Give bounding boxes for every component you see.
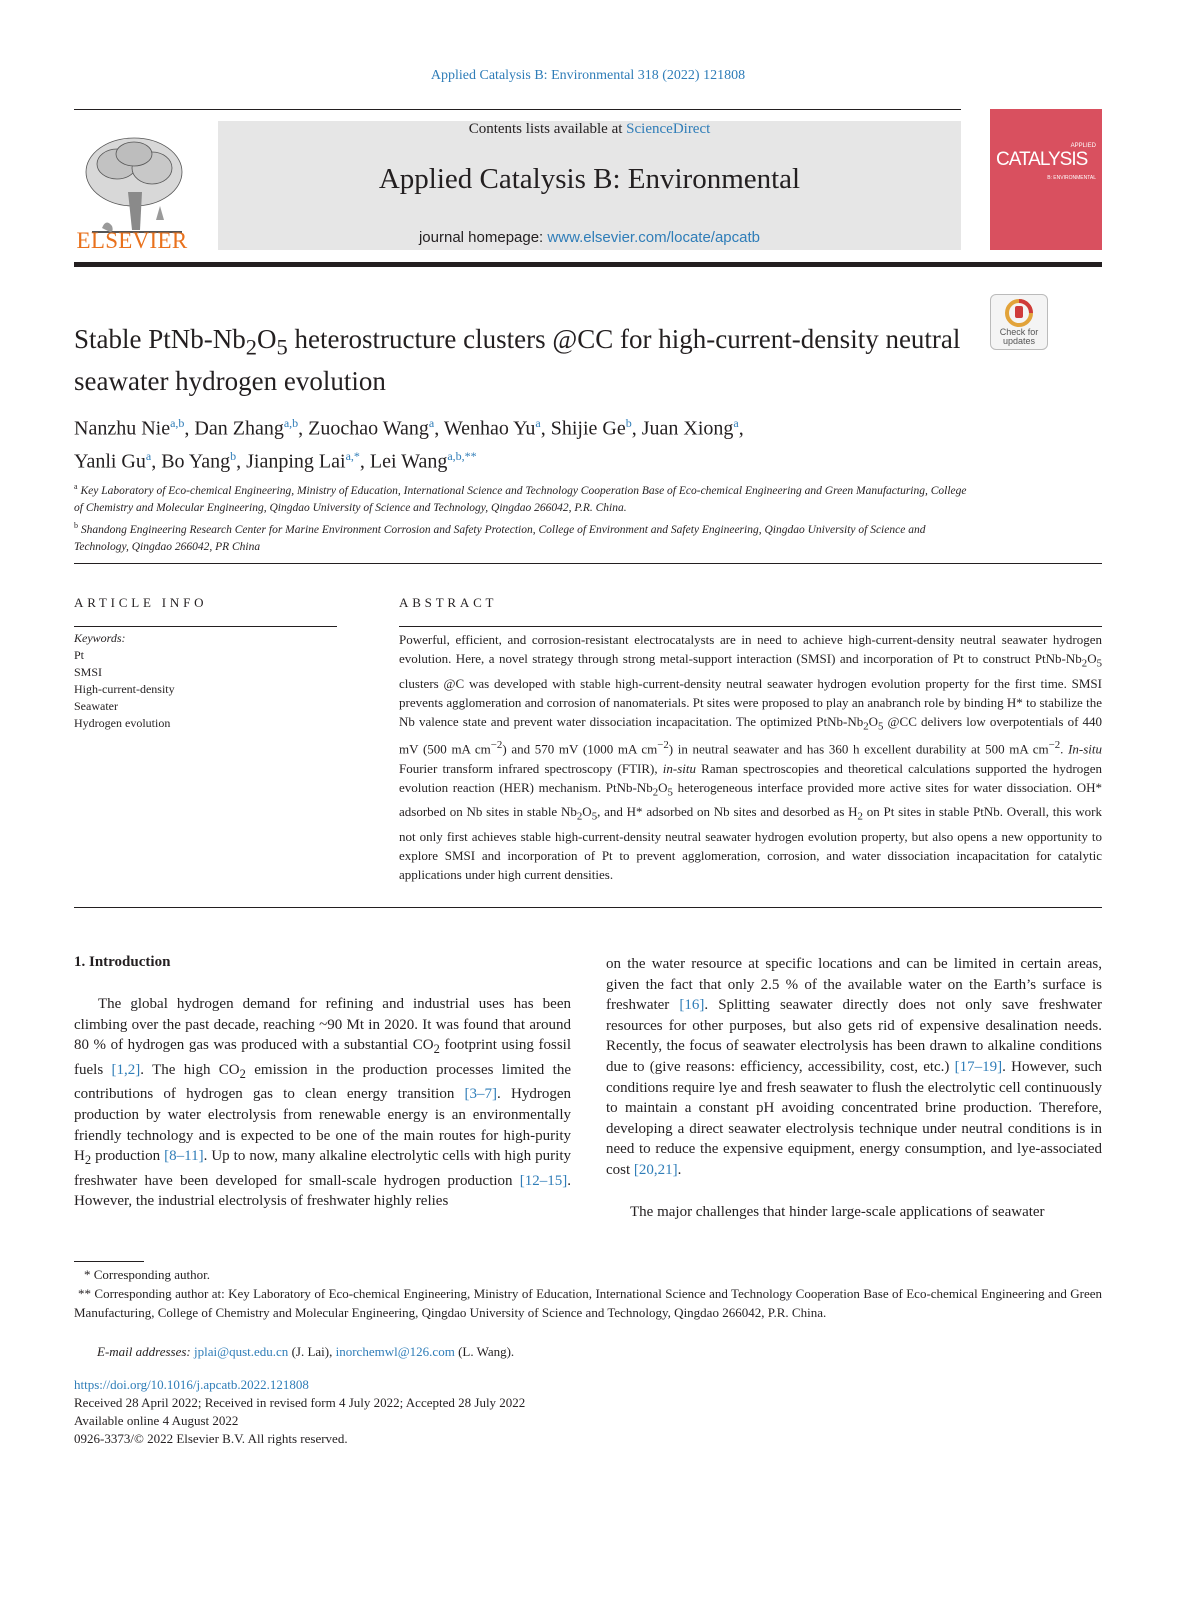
check-for-updates-badge[interactable] (990, 294, 1048, 350)
check-updates-icon (1004, 298, 1034, 328)
available-online: Available online 4 August 2022 (74, 1413, 239, 1428)
doi-link[interactable]: https://doi.org/10.1016/j.apcatb.2022.121808 (74, 1377, 309, 1392)
journal-title: Applied Catalysis B: Environmental (378, 163, 801, 195)
header-thick-rule (74, 262, 1102, 267)
journal-cover-thumbnail[interactable] (990, 109, 1102, 250)
keyword: Hydrogen evolution (74, 716, 171, 730)
keyword: Seawater (74, 699, 118, 713)
email-line (97, 1342, 514, 1361)
contents-prefix: Contents lists available at (468, 121, 627, 137)
keywords-label: Keywords: (74, 631, 126, 645)
section-rule (74, 563, 1102, 564)
footnote-corresponding: * Corresponding author. (84, 1267, 211, 1282)
journal-reference[interactable]: Applied Catalysis B: Environmental 318 (2022) 121808 (430, 68, 746, 83)
author-list: Nanzhu Nie$^{a,b}$, Dan Zhang$^{a,b}$, Zuochao Wang$^a$, Wenhao Yu$^a$, Shijie Ge$^b$, Juan Xiong$^a$, Yanli Gu$^a$, Bo Yang$^b$, Jianping Lai$^{a,*}$, Lei Wang$^{a,b,**}$ (74, 416, 744, 473)
cover-small-sub: B: ENVIRONMENTAL (1047, 175, 1096, 181)
introduction-left-column: The global hydrogen demand for refining and industrial uses has been climbing over the past decade, reaching ~90 Mt in 2020. It was found that around 80 % of hydrogen gas was produced with a substantial $CO_2$ footprint using fossil fuels [1,2]. The high $CO_2$ emission in the production processes limited the contributions of hydrogen gas to clean energy transition [3–7]. Hydrogen production by water electrolysis from renewable energy is an environmentally friendly technology and is expected to be one of the main routes for high-purity $H_2$ production [8–11]. Up to now, many alkaline electrolytic cells with high purity freshwater have been developed for small-scale hydrogen production [12–15]. However, the industrial electrolysis of freshwater highly relies (74, 996, 571, 1210)
sciencedirect-link[interactable]: ScienceDirect (626, 121, 711, 137)
abstract-body: Powerful, efficient, and corrosion-resistant electrocatalysts are in need to achieve high-current-density neutral seawater hydrogen evolution. Here, a novel strategy through strong metal-support interaction (SMSI) and incorporation of Pt to construct PtNb-$Nb_2O_5$ clusters @C was developed with stable high-current-density neutral seawater hydrogen evolution property for the first time. SMSI prevents agglomeration and corrosion of nanomaterials. Pt sites were proposed to play an anabranch role by binding H* to stabilize the Nb valence state and prevent water dissociation incapacitation. The optimized PtNb-$Nb_2O_5$ @CC delivers low overpotentials of 440 mV (500 mA $cm^{-2}$) and 570 mV (1000 mA $cm^{-2}$) in neutral seawater and has 360 h excellent durability at 500 mA $cm^{-2}$. In-situ Fourier transform infrared spectroscopy (FTIR), in-situ Raman spectroscopies and theoretical calculations supported the hydrogen evolution reaction (HER) mechanism. PtNb-$Nb_2O_5$ heterogeneous interface provided more active sites for water dissociation. OH* adsorbed on Nb sites in stable $Nb_2O_5$, and H* adsorbed on Nb sites and desorbed as $H_2$ on Pt sites in stable PtNb. Overall, this work not only first achieves stable high-current-density neutral seawater hydrogen evolution property, but also opens a new opportunity to explore SMSI and incorporation of Pt to prevent agglomeration, corrosion, and water dissociation incapacitation for catalytic applications under high current densities. (399, 632, 1103, 882)
footnote-rule (74, 1261, 144, 1262)
keyword: Pt (74, 648, 85, 662)
keyword: SMSI (74, 665, 103, 679)
keywords-block (74, 630, 175, 732)
homepage-prefix: journal homepage: (418, 229, 548, 246)
introduction-next-paragraph: The major challenges that hinder large-scale applications of seawater (630, 1204, 1045, 1220)
introduction-heading: 1. Introduction (74, 954, 171, 970)
journal-banner (218, 121, 961, 250)
email-link[interactable]: jplai@qust.edu.cn (194, 1344, 289, 1359)
article-title: Stable PtNb-$Nb_2O_5$ heterostructure clusters @CC for high-current-density neutral seawater hydrogen evolution (74, 324, 961, 397)
abstract-bottom-rule (74, 907, 1102, 908)
article-info-heading: ARTICLE INFO (74, 595, 208, 610)
cover-small-top: APPLIED (1070, 143, 1096, 149)
copyright-line: 0926-3373/© 2022 Elsevier B.V. All rights reserved. (74, 1431, 348, 1446)
email-owner: (L. Wang). (454, 1344, 515, 1359)
check-updates-label: Check for updates (999, 327, 1039, 346)
received-dates: Received 28 April 2022; Received in revised form 4 July 2022; Accepted 28 July 2022 (74, 1395, 526, 1410)
article-info-rule (74, 626, 337, 627)
homepage-line (218, 229, 961, 246)
elsevier-wordmark: ELSEVIER (76, 228, 188, 253)
top-rule (74, 109, 961, 110)
abstract-heading: ABSTRACT (399, 595, 498, 610)
cover-title: CATALYSIS (996, 149, 1088, 170)
email-label: E-mail addresses: (97, 1344, 191, 1359)
email-owner: (J. Lai), (288, 1344, 336, 1359)
homepage-link[interactable]: www.elsevier.com/locate/apcatb (547, 229, 761, 246)
keyword: High-current-density (74, 682, 175, 696)
footnote-corresponding-address: ** Corresponding author at: Key Laboratory of Eco-chemical Engineering, Ministry of Education, International Science and Technology Cooperation Base of Eco-chemical Engineering and Green Manufacturing, College of Chemistry and Molecular Engineering, Qingdao University of Science and Technology, Qingdao 266042, P.R. China. (74, 1286, 1102, 1320)
affiliations: $^a$ Key Laboratory of Eco-chemical Engineering, Ministry of Education, International Science and Technology Cooperation Base of Eco-chemical Engineering and Green Manufacturing, College of Chemistry and Molecular Engineering, Qingdao University of Science and Technology, Qingdao 266042, P.R. China. $^b$ Shandong Engineering Research Center for Marine Environment Corrosion and Safety Protection, College of Environment and Safety Engineering, Qingdao University of Science and Technology, Qingdao 266042, PR China (74, 482, 967, 553)
introduction-right-column: on the water resource at specific locations and can be limited in certain areas, given the fact that only 2.5 % of the available water on the Earth’s surface is freshwater [16]. Splitting seawater directly does not only save freshwater resources for other purposes, but also gets rid of expensive desalination needs. Recently, the focus of seawater electrolysis has been drawn to alkaline conditions due to (give reasons: efficiency, accessibility, cost, etc.) [17–19]. However, such conditions require lye and fresh seawater to flush the electrolytic cell continuously to maintain a constant pH avoiding concentrated brine production. Therefore, developing a direct seawater electrolysis technique under neutral conditions is in need to reduce the expensive equipment, energy consumption, and lye-associated cost [20,21]. (606, 956, 1102, 1178)
abstract-rule (399, 626, 1102, 627)
contents-line (218, 121, 961, 138)
email-link[interactable]: inorchemwl@126.com (335, 1344, 455, 1359)
